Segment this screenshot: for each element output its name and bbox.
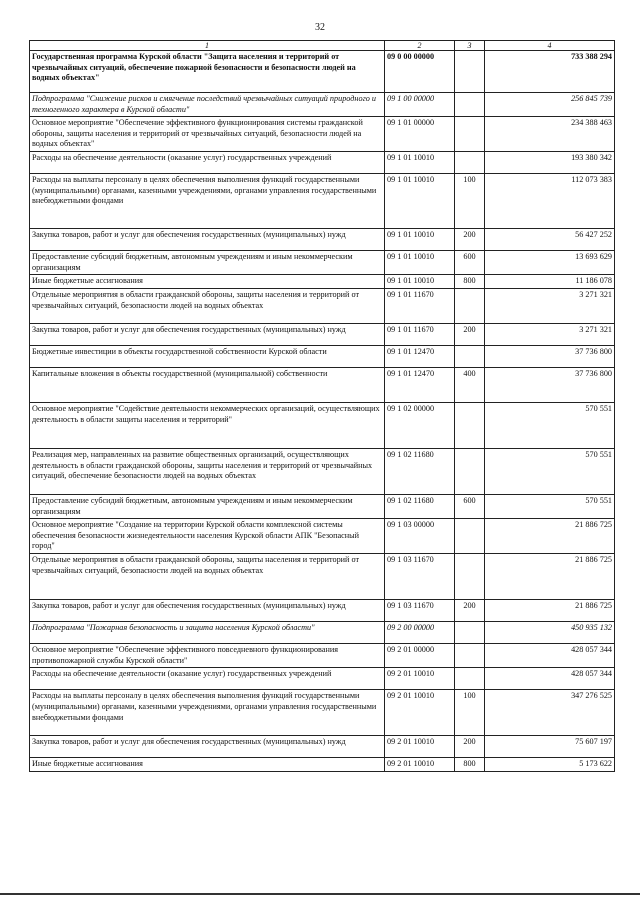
table-row [30, 117, 615, 152]
row-expense-type [455, 668, 485, 690]
row-code: 09 1 01 10010 [385, 229, 455, 251]
row-sum: 347 276 525 [485, 690, 615, 736]
row-sum: 21 886 725 [485, 554, 615, 600]
row-name: Иные бюджетные ассигнования [30, 275, 385, 289]
row-expense-type [455, 117, 485, 152]
row-name: Основное мероприятие "Создание на территории Курской области комплексной системы обеспечения безопасности жизнедеятельности населения Курской области АПК "Безопасный город" [30, 519, 385, 554]
row-name: Подпрограмма "Снижение рисков и смягчение последствий чрезвычайных ситуаций природного и техногенного характера в Курской области" [30, 93, 385, 117]
row-code: 09 1 03 00000 [385, 519, 455, 554]
row-code: 09 1 01 10010 [385, 275, 455, 289]
row-sum: 428 057 344 [485, 668, 615, 690]
row-expense-type: 800 [455, 758, 485, 772]
row-name: Закупка товаров, работ и услуг для обеспечения государственных (муниципальных) нужд [30, 600, 385, 622]
row-name: Закупка товаров, работ и услуг для обеспечения государственных (муниципальных) нужд [30, 736, 385, 758]
row-sum: 570 551 [485, 448, 615, 494]
budget-table [29, 40, 615, 772]
row-code: 09 0 00 00000 [385, 51, 455, 93]
row-code: 09 1 01 11670 [385, 288, 455, 323]
row-sum: 21 886 725 [485, 600, 615, 622]
row-expense-type [455, 644, 485, 668]
table-row [30, 251, 615, 275]
row-expense-type: 600 [455, 251, 485, 275]
row-expense-type: 100 [455, 690, 485, 736]
row-code: 09 1 01 11670 [385, 323, 455, 345]
row-sum: 193 380 342 [485, 152, 615, 174]
row-name: Основное мероприятие "Обеспечение эффективного функционирования системы гражданской обороны, защиты населения и территорий от чрезвычайных ситуаций, безопасности людей на водных объектах" [30, 117, 385, 152]
row-name: Закупка товаров, работ и услуг для обеспечения государственных (муниципальных) нужд [30, 229, 385, 251]
row-expense-type: 200 [455, 736, 485, 758]
table-row [30, 345, 615, 367]
row-code: 09 1 02 11680 [385, 448, 455, 494]
table-row [30, 554, 615, 600]
row-code: 09 1 00 00000 [385, 93, 455, 117]
row-expense-type: 800 [455, 275, 485, 289]
row-sum: 5 173 622 [485, 758, 615, 772]
header-col-2: 2 [385, 41, 455, 51]
row-expense-type [455, 622, 485, 644]
table-row [30, 622, 615, 644]
row-expense-type: 400 [455, 367, 485, 402]
row-code: 09 2 01 00000 [385, 644, 455, 668]
row-expense-type [455, 402, 485, 448]
row-code: 09 1 01 10010 [385, 174, 455, 229]
bottom-rule [0, 893, 640, 895]
row-name: Отдельные мероприятия в области гражданской обороны, защиты населения и территорий от чрезвычайных ситуаций, безопасности людей на водных объектах [30, 554, 385, 600]
row-name: Предоставление субсидий бюджетным, автономным учреждениям и иным некоммерческим организациям [30, 251, 385, 275]
row-name: Отдельные мероприятия в области гражданской обороны, защиты населения и территорий от чрезвычайных ситуаций, безопасности людей на водных объектах [30, 288, 385, 323]
row-expense-type [455, 51, 485, 93]
row-code: 09 1 01 10010 [385, 152, 455, 174]
table-header-row [30, 41, 615, 51]
row-expense-type [455, 288, 485, 323]
table-row [30, 323, 615, 345]
table-row [30, 152, 615, 174]
row-code: 09 2 01 10010 [385, 668, 455, 690]
row-expense-type [455, 93, 485, 117]
row-sum: 56 427 252 [485, 229, 615, 251]
row-name: Иные бюджетные ассигнования [30, 758, 385, 772]
row-code: 09 1 02 00000 [385, 402, 455, 448]
row-expense-type [455, 554, 485, 600]
row-sum: 75 607 197 [485, 736, 615, 758]
row-sum: 570 551 [485, 402, 615, 448]
row-sum: 3 271 321 [485, 323, 615, 345]
row-name: Реализация мер, направленных на развитие общественных организаций, осуществляющих деятельность в области гражданской обороны, защиты населения и территорий от чрезвычайных ситуаций, обеспечение безопасности людей на водных объектах [30, 448, 385, 494]
row-name: Основное мероприятие "Содействие деятельности некоммерческих организаций, осуществляющих деятельность в области защиты населения и территорий" [30, 402, 385, 448]
row-code: 09 1 01 12470 [385, 367, 455, 402]
page-number: 32 [315, 22, 325, 33]
table-row [30, 448, 615, 494]
row-sum: 37 736 800 [485, 367, 615, 402]
row-sum: 21 886 725 [485, 519, 615, 554]
row-name: Капитальные вложения в объекты государственной (муниципальной) собственности [30, 367, 385, 402]
row-code: 09 2 01 10010 [385, 758, 455, 772]
row-code: 09 1 01 12470 [385, 345, 455, 367]
table-row [30, 275, 615, 289]
row-code: 09 2 01 10010 [385, 736, 455, 758]
row-sum: 570 551 [485, 494, 615, 518]
table-row [30, 229, 615, 251]
row-name: Расходы на обеспечение деятельности (оказание услуг) государственных учреждений [30, 152, 385, 174]
row-expense-type [455, 448, 485, 494]
table-row [30, 668, 615, 690]
table-row [30, 644, 615, 668]
header-col-4: 4 [485, 41, 615, 51]
row-name: Закупка товаров, работ и услуг для обеспечения государственных (муниципальных) нужд [30, 323, 385, 345]
table-row [30, 51, 615, 93]
table-row [30, 600, 615, 622]
row-expense-type: 100 [455, 174, 485, 229]
row-expense-type: 600 [455, 494, 485, 518]
row-sum: 3 271 321 [485, 288, 615, 323]
table-row [30, 690, 615, 736]
row-name: Основное мероприятие "Обеспечение эффективного повседневного функционирования противопожарной службы Курской области" [30, 644, 385, 668]
row-sum: 733 388 294 [485, 51, 615, 93]
row-expense-type [455, 152, 485, 174]
row-expense-type [455, 519, 485, 554]
table-row [30, 736, 615, 758]
table-row [30, 519, 615, 554]
row-code: 09 2 00 00000 [385, 622, 455, 644]
table-row [30, 93, 615, 117]
table-row [30, 174, 615, 229]
row-code: 09 1 01 10010 [385, 251, 455, 275]
row-name: Расходы на выплаты персоналу в целях обеспечения выполнения функций государственными (муниципальными) органами, казенными учреждениями, органами управления государственными внебюджетными фондами [30, 174, 385, 229]
row-sum: 234 388 463 [485, 117, 615, 152]
row-sum: 37 736 800 [485, 345, 615, 367]
row-sum: 13 693 629 [485, 251, 615, 275]
table-row [30, 367, 615, 402]
table-row [30, 288, 615, 323]
row-sum: 450 935 132 [485, 622, 615, 644]
table-row [30, 494, 615, 518]
header-col-1: 1 [30, 41, 385, 51]
row-sum: 112 073 383 [485, 174, 615, 229]
row-code: 09 1 02 11680 [385, 494, 455, 518]
table-row [30, 402, 615, 448]
row-expense-type: 200 [455, 600, 485, 622]
row-sum: 428 057 344 [485, 644, 615, 668]
row-expense-type: 200 [455, 323, 485, 345]
row-expense-type: 200 [455, 229, 485, 251]
row-code: 09 1 03 11670 [385, 600, 455, 622]
table-row [30, 758, 615, 772]
row-code: 09 1 01 00000 [385, 117, 455, 152]
row-sum: 256 845 739 [485, 93, 615, 117]
header-col-3: 3 [455, 41, 485, 51]
row-name: Расходы на выплаты персоналу в целях обеспечения выполнения функций государственными (муниципальными) органами, казенными учреждениями, органами управления государственными внебюджетными фондами [30, 690, 385, 736]
row-name: Подпрограмма "Пожарная безопасность и защита населения Курской области" [30, 622, 385, 644]
row-expense-type [455, 345, 485, 367]
row-code: 09 1 03 11670 [385, 554, 455, 600]
row-name: Предоставление субсидий бюджетным, автономным учреждениям и иным некоммерческим организациям [30, 494, 385, 518]
row-name: Расходы на обеспечение деятельности (оказание услуг) государственных учреждений [30, 668, 385, 690]
row-name: Бюджетные инвестиции в объекты государственной собственности Курской области [30, 345, 385, 367]
row-name: Государственная программа Курской области "Защита населения и территорий от чрезвычайных ситуаций, обеспечение пожарной безопасности и безопасности людей на водных объектах" [30, 51, 385, 93]
row-code: 09 2 01 10010 [385, 690, 455, 736]
row-sum: 11 186 078 [485, 275, 615, 289]
